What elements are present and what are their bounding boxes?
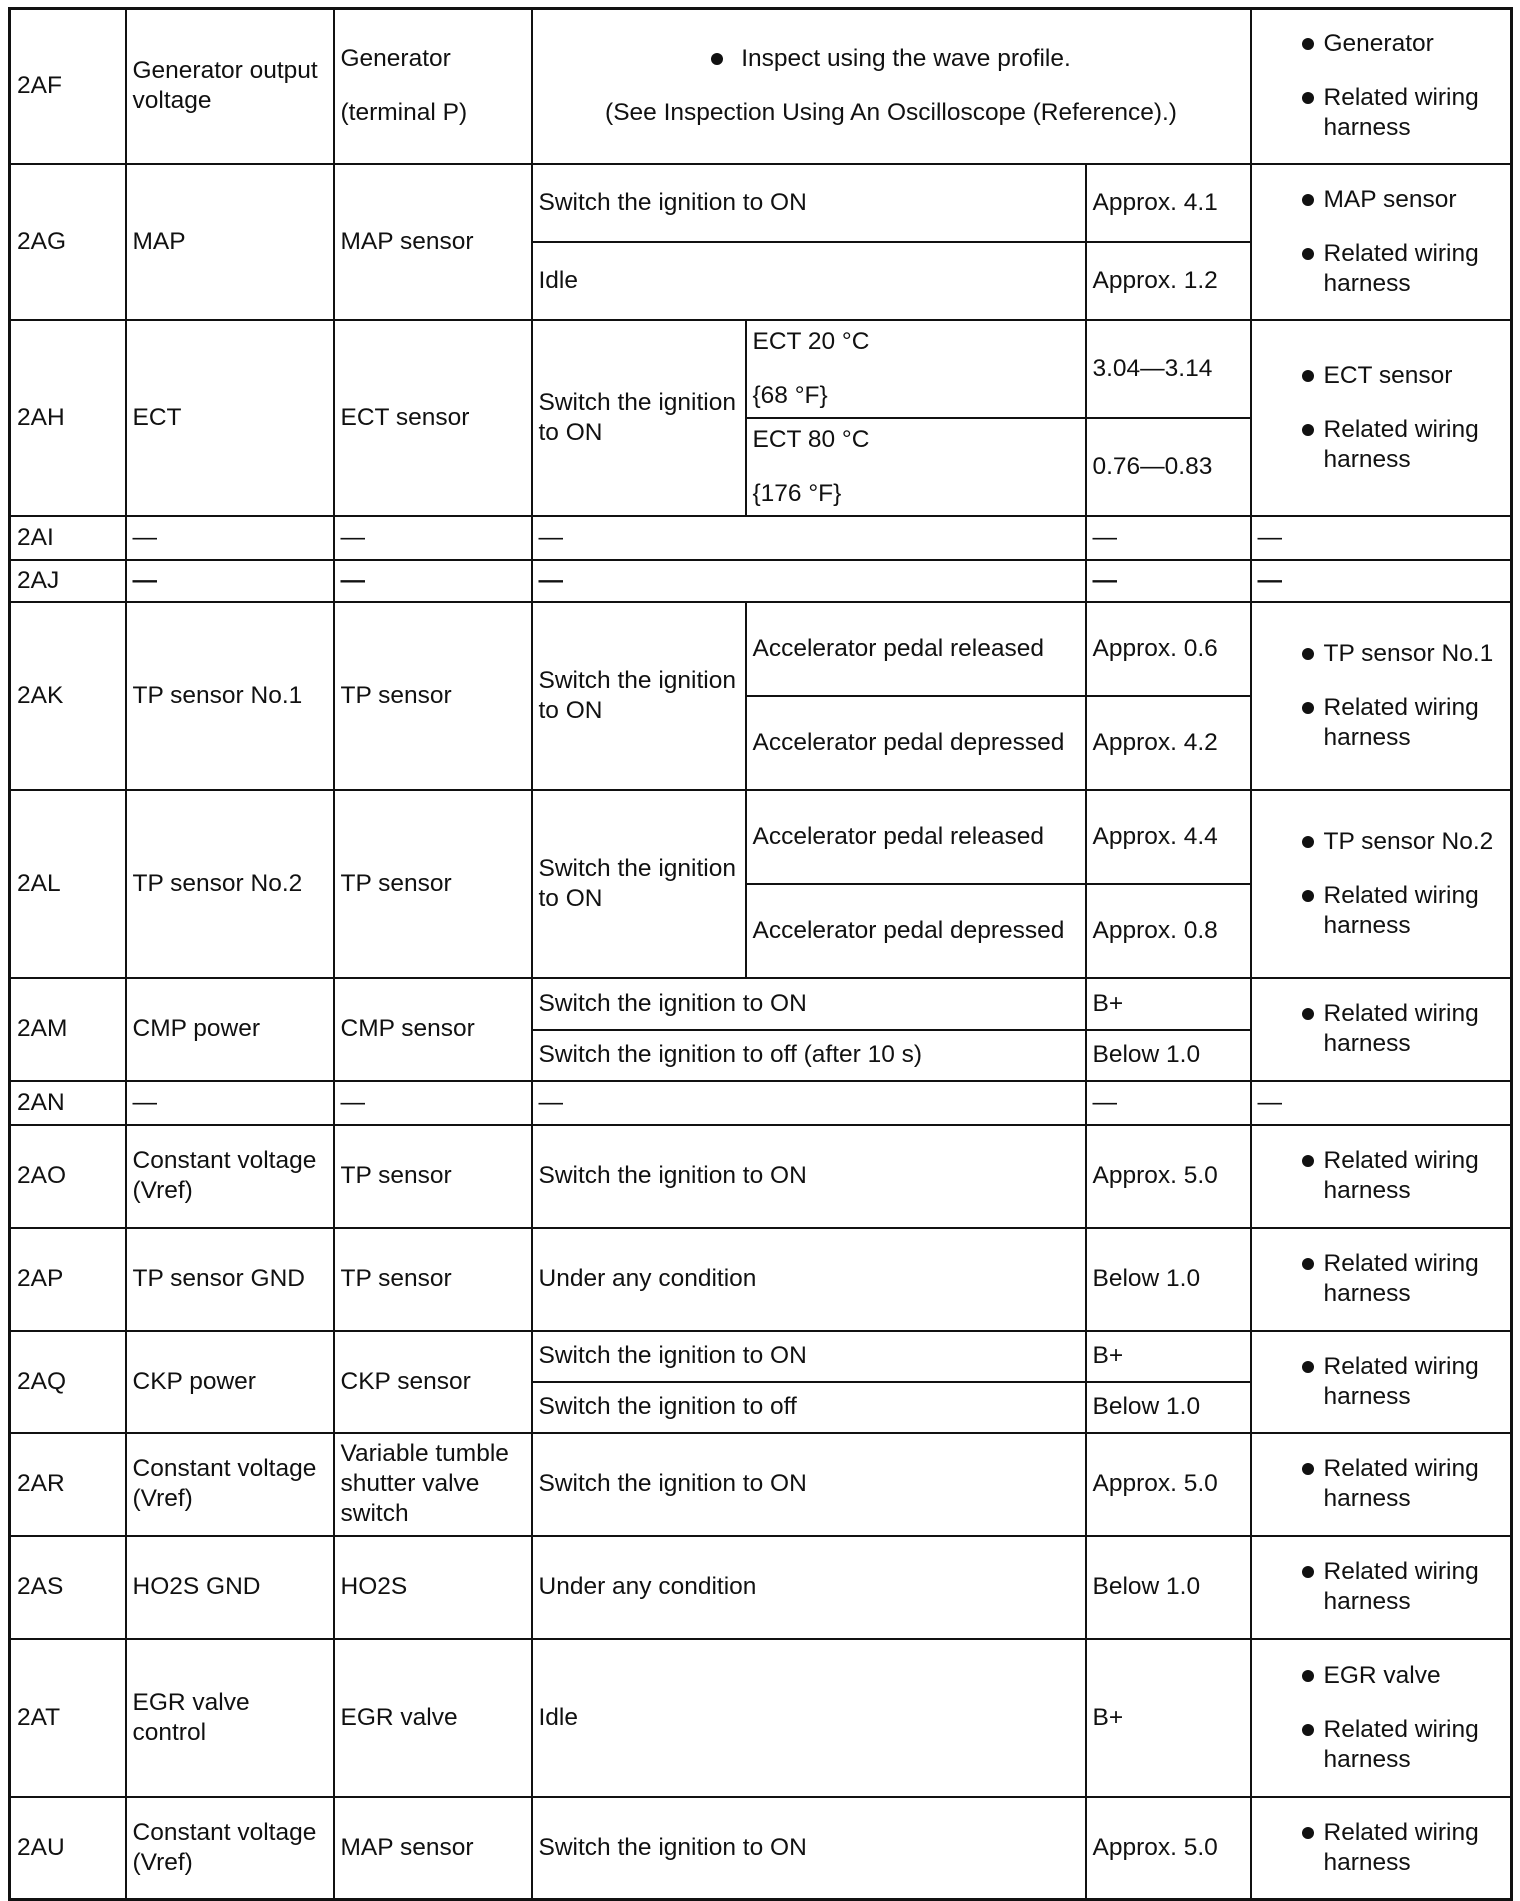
action-cell	[1251, 1639, 1512, 1797]
signal-cell: Constant voltage (Vref)	[126, 1433, 334, 1536]
action-cell	[1251, 164, 1512, 320]
list-item: Related wiring harness	[1258, 999, 1505, 1059]
list-item: Related wiring harness	[1258, 881, 1505, 941]
inspection-line: Inspect using the wave profile.	[741, 45, 1071, 73]
voltage-cell: Approx. 4.1	[1086, 164, 1251, 242]
table-row	[10, 1797, 1512, 1900]
bullet-icon	[1302, 1670, 1314, 1682]
terminal-cell: 2AQ	[10, 1331, 126, 1433]
connected-to-cell: —	[334, 1081, 532, 1125]
connected-to-line: Generator	[340, 45, 451, 73]
voltage-cell: —	[1086, 1081, 1251, 1125]
table-row	[10, 1639, 1512, 1797]
table-row	[10, 1331, 1512, 1382]
subcondition-cell: Accelerator pedal depressed	[746, 696, 1086, 790]
signal-cell: ECT	[126, 320, 334, 516]
subcondition-cell: ECT 80 °C {176 °F}	[746, 418, 1086, 516]
bullet-icon	[1302, 92, 1314, 104]
action-cell	[1251, 1228, 1512, 1331]
table-row	[10, 790, 1512, 884]
condition-cell: Switch the ignition to ON	[532, 1125, 1086, 1228]
terminal-cell: 2AM	[10, 978, 126, 1081]
list-item: Related wiring harness	[1258, 1715, 1505, 1775]
list-item: Related wiring harness	[1258, 415, 1505, 475]
condition-cell: Switch the ignition to off	[532, 1382, 1086, 1433]
voltage-cell: Below 1.0	[1086, 1030, 1251, 1081]
bullet-icon	[1302, 1155, 1314, 1167]
action-cell	[1251, 602, 1512, 790]
action-cell	[1251, 790, 1512, 978]
condition-cell: Idle	[532, 242, 1086, 320]
list-item: EGR valve	[1258, 1661, 1505, 1691]
connected-to-cell: TP sensor	[334, 790, 532, 978]
terminal-cell: 2AF	[10, 9, 126, 164]
connected-to-cell: —	[334, 560, 532, 602]
connected-to-cell: TP sensor	[334, 1228, 532, 1331]
terminal-cell: 2AK	[10, 602, 126, 790]
list-item: ECT sensor	[1258, 361, 1505, 391]
terminal-cell: 2AL	[10, 790, 126, 978]
terminal-cell: 2AI	[10, 516, 126, 560]
signal-cell: —	[126, 560, 334, 602]
table-row	[10, 1433, 1512, 1536]
action-cell	[1251, 1797, 1512, 1900]
action-cell	[1251, 320, 1512, 516]
list-item: Related wiring harness	[1258, 1146, 1505, 1206]
voltage-cell: Below 1.0	[1086, 1228, 1251, 1331]
condition-cell: Switch the ignition to ON	[532, 320, 746, 516]
signal-cell: Constant voltage (Vref)	[126, 1125, 334, 1228]
voltage-cell: —	[1086, 516, 1251, 560]
condition-cell: Switch the ignition to off (after 10 s)	[532, 1030, 1086, 1081]
connected-to-cell: ECT sensor	[334, 320, 532, 516]
voltage-cell: Approx. 1.2	[1086, 242, 1251, 320]
bullet-icon	[1302, 424, 1314, 436]
action-cell: —	[1251, 516, 1512, 560]
condition-cell: —	[532, 560, 1086, 602]
terminal-cell: 2AR	[10, 1433, 126, 1536]
table-row	[10, 9, 1512, 164]
condition-cell: Switch the ignition to ON	[532, 1797, 1086, 1900]
bullet-icon	[1302, 1463, 1314, 1475]
connected-to-cell: —	[334, 516, 532, 560]
terminal-voltage-table	[8, 7, 1513, 1901]
voltage-cell: B+	[1086, 978, 1251, 1030]
bullet-icon	[1302, 648, 1314, 660]
bullet-icon	[1302, 1258, 1314, 1270]
signal-cell: MAP	[126, 164, 334, 320]
signal-cell: CMP power	[126, 978, 334, 1081]
voltage-cell: B+	[1086, 1639, 1251, 1797]
table-row	[10, 602, 1512, 696]
condition-cell: Switch the ignition to ON	[532, 602, 746, 790]
signal-cell: TP sensor No.1	[126, 602, 334, 790]
inspection-line: (See Inspection Using An Oscilloscope (Reference).)	[605, 99, 1177, 127]
action-cell	[1251, 1331, 1512, 1433]
table-row	[10, 1536, 1512, 1639]
signal-cell: Constant voltage (Vref)	[126, 1797, 334, 1900]
signal-cell: —	[126, 516, 334, 560]
terminal-cell: 2AO	[10, 1125, 126, 1228]
list-item: Related wiring harness	[1258, 1249, 1505, 1309]
table-row	[10, 1228, 1512, 1331]
condition-cell: Idle	[532, 1639, 1086, 1797]
table-row	[10, 516, 1512, 560]
terminal-cell: 2AJ	[10, 560, 126, 602]
terminal-cell: 2AS	[10, 1536, 126, 1639]
table-row	[10, 164, 1512, 242]
connected-to-cell: TP sensor	[334, 1125, 532, 1228]
signal-cell: TP sensor GND	[126, 1228, 334, 1331]
bullet-icon	[1302, 1566, 1314, 1578]
connected-to-cell: Variable tumble shutter valve switch	[334, 1433, 532, 1536]
voltage-cell: Below 1.0	[1086, 1382, 1251, 1433]
bullet-icon	[1302, 702, 1314, 714]
terminal-cell: 2AT	[10, 1639, 126, 1797]
subcondition-cell: Accelerator pedal released	[746, 790, 1086, 884]
voltage-cell: Approx. 0.8	[1086, 884, 1251, 978]
voltage-cell: Approx. 5.0	[1086, 1797, 1251, 1900]
action-cell	[1251, 1536, 1512, 1639]
signal-cell: CKP power	[126, 1331, 334, 1433]
table-row	[10, 320, 1512, 418]
subcondition-cell: ECT 20 °C {68 °F}	[746, 320, 1086, 418]
condition-cell: Under any condition	[532, 1228, 1086, 1331]
condition-cell: Under any condition	[532, 1536, 1086, 1639]
action-cell: —	[1251, 1081, 1512, 1125]
list-item: MAP sensor	[1258, 185, 1505, 215]
list-item: Related wiring harness	[1258, 693, 1505, 753]
list-item: TP sensor No.2	[1258, 827, 1505, 857]
bullet-icon	[1302, 890, 1314, 902]
list-item: Related wiring harness	[1258, 83, 1505, 143]
action-cell	[1251, 978, 1512, 1081]
bullet-icon	[1302, 370, 1314, 382]
bullet-icon	[1302, 38, 1314, 50]
list-item: TP sensor No.1	[1258, 639, 1505, 669]
condition-cell: Switch the ignition to ON	[532, 164, 1086, 242]
condition-cell: —	[532, 516, 1086, 560]
voltage-cell: 0.76—0.83	[1086, 418, 1251, 516]
signal-cell: EGR valve control	[126, 1639, 334, 1797]
voltage-cell: Approx. 5.0	[1086, 1433, 1251, 1536]
list-item: Related wiring harness	[1258, 1818, 1505, 1878]
voltage-cell: Approx. 4.2	[1086, 696, 1251, 790]
condition-cell: Switch the ignition to ON	[532, 1331, 1086, 1382]
voltage-cell: Approx. 4.4	[1086, 790, 1251, 884]
signal-cell: HO2S GND	[126, 1536, 334, 1639]
connected-to-cell: CMP sensor	[334, 978, 532, 1081]
bullet-icon	[1302, 1361, 1314, 1373]
signal-cell: TP sensor No.2	[126, 790, 334, 978]
connected-to-cell	[334, 9, 532, 164]
signal-cell: —	[126, 1081, 334, 1125]
bullet-icon	[1302, 1008, 1314, 1020]
connected-to-cell: HO2S	[334, 1536, 532, 1639]
terminal-cell: 2AU	[10, 1797, 126, 1900]
voltage-cell: B+	[1086, 1331, 1251, 1382]
bullet-icon	[711, 53, 723, 65]
connected-to-cell: MAP sensor	[334, 164, 532, 320]
voltage-cell: Below 1.0	[1086, 1536, 1251, 1639]
terminal-cell: 2AP	[10, 1228, 126, 1331]
action-cell	[1251, 1433, 1512, 1536]
condition-cell: Switch the ignition to ON	[532, 978, 1086, 1030]
bullet-icon	[1302, 194, 1314, 206]
condition-cell: Switch the ignition to ON	[532, 790, 746, 978]
inspection-cell	[532, 9, 1251, 164]
voltage-cell: Approx. 0.6	[1086, 602, 1251, 696]
signal-cell: Generator output voltage	[126, 9, 334, 164]
list-item: Generator	[1258, 29, 1505, 59]
action-cell	[1251, 9, 1512, 164]
connected-to-cell: MAP sensor	[334, 1797, 532, 1900]
connected-to-cell: CKP sensor	[334, 1331, 532, 1433]
connected-to-cell: EGR valve	[334, 1639, 532, 1797]
voltage-cell: 3.04—3.14	[1086, 320, 1251, 418]
connected-to-line: (terminal P)	[340, 99, 468, 127]
subcondition-cell: Accelerator pedal released	[746, 602, 1086, 696]
list-item: Related wiring harness	[1258, 1557, 1505, 1617]
bullet-icon	[1302, 1827, 1314, 1839]
connected-to-cell: TP sensor	[334, 602, 532, 790]
terminal-cell: 2AH	[10, 320, 126, 516]
voltage-cell: Approx. 5.0	[1086, 1125, 1251, 1228]
voltage-cell: —	[1086, 560, 1251, 602]
table-row	[10, 1081, 1512, 1125]
subcondition-cell: Accelerator pedal depressed	[746, 884, 1086, 978]
action-cell: —	[1251, 560, 1512, 602]
table-row	[10, 978, 1512, 1030]
table-row	[10, 560, 1512, 602]
list-item: Related wiring harness	[1258, 1352, 1505, 1412]
bullet-icon	[1302, 1724, 1314, 1736]
list-item: Related wiring harness	[1258, 239, 1505, 299]
list-item: Related wiring harness	[1258, 1454, 1505, 1514]
terminal-cell: 2AG	[10, 164, 126, 320]
condition-cell: —	[532, 1081, 1086, 1125]
condition-cell: Switch the ignition to ON	[532, 1433, 1086, 1536]
action-cell	[1251, 1125, 1512, 1228]
terminal-cell: 2AN	[10, 1081, 126, 1125]
bullet-icon	[1302, 836, 1314, 848]
bullet-icon	[1302, 248, 1314, 260]
table-row	[10, 1125, 1512, 1228]
